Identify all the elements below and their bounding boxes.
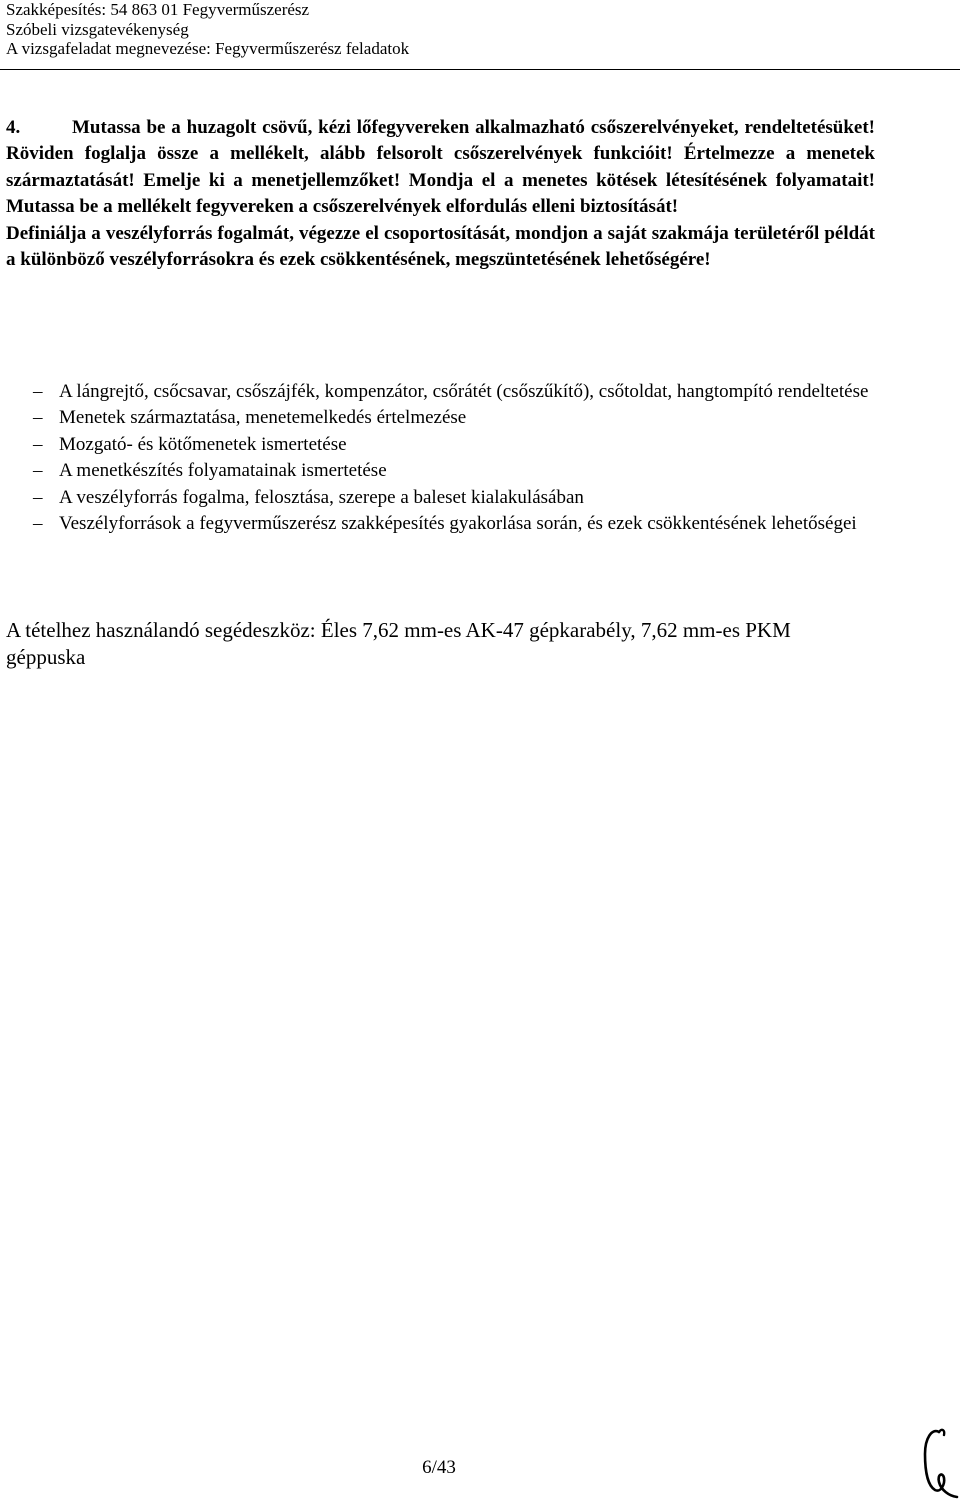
question-number: 4. xyxy=(6,117,21,138)
question-paragraph-2: Definiálja a veszélyforrás fogalmát, végezze el csoportosítását, mondjon a saját szakmája területéről példát a különböző veszélyforrásokra és ezek csökkentésének, megszüntetésének lehetőségére! xyxy=(6,222,875,271)
list-dash: – xyxy=(33,486,43,508)
question-paragraph-1 xyxy=(6,115,875,221)
list-dash: – xyxy=(33,433,43,455)
list-item-text: Veszélyforrások a fegyverműszerész szakképesítés gyakorlása során, és ezek csökkentésének lehetőségei xyxy=(59,513,857,535)
list-dash: – xyxy=(33,407,43,429)
header-task-name: A vizsgafeladat megnevezése: Fegyverműszerész feladatok xyxy=(6,39,410,58)
list-item-text: A menetkészítés folyamatainak ismertetése xyxy=(59,460,387,482)
list-item-text: A veszélyforrás fogalma, felosztása, szerepe a baleset kialakulásában xyxy=(59,486,584,508)
header-exam-activity: Szóbeli vizsgatevékenység xyxy=(6,19,189,39)
question-block xyxy=(6,115,875,273)
signature-mark xyxy=(915,1420,960,1500)
list-item xyxy=(33,511,875,537)
question-text: Mutassa be a huzagolt csövű, kézi lőfegyvereken alkalmazható csőszerelvényeket, rendeltetésüket! Röviden foglalja össze a mellékelt, alább felsorolt csőszerelvények funkcióit! Értelmezze a menetek származtatását! Emelje ki a menetjellemzőket! Mondja el a menetes kötések létesítésének folyamatait! Mutassa be a mellékelt fegyvereken a csőszerelvények elfordulás elleni biztosítását! xyxy=(6,117,875,218)
list-dash: – xyxy=(33,460,43,482)
document-header xyxy=(6,0,906,59)
list-item xyxy=(33,432,875,458)
list-item-text: Menetek származtatása, menetemelkedés értelmezése xyxy=(59,407,467,429)
list-dash: – xyxy=(33,381,43,402)
required-tools: A tételhez használandó segédeszköz: Éles 7,62 mm-es AK-47 gépkarabély, 7,62 mm-es PKM géppuska xyxy=(6,618,791,669)
header-qualification: Szakképesítés: 54 863 01 Fegyverműszerész xyxy=(6,0,310,19)
list-item-text: A lángrejtő, csőcsavar, csőszájfék, kompenzátor, csőrátét (csőszűkítő), csőtoldat, hangtompító rendeltetése xyxy=(59,381,869,402)
list-item xyxy=(33,485,875,511)
header-divider xyxy=(0,69,960,70)
list-item xyxy=(33,379,875,405)
page-number: 6/43 xyxy=(422,1457,456,1478)
topic-list xyxy=(33,379,875,537)
list-item xyxy=(33,405,875,431)
list-dash: – xyxy=(33,513,43,535)
list-item-text: Mozgató- és kötőmenetek ismertetése xyxy=(59,433,347,455)
list-item xyxy=(33,458,875,484)
